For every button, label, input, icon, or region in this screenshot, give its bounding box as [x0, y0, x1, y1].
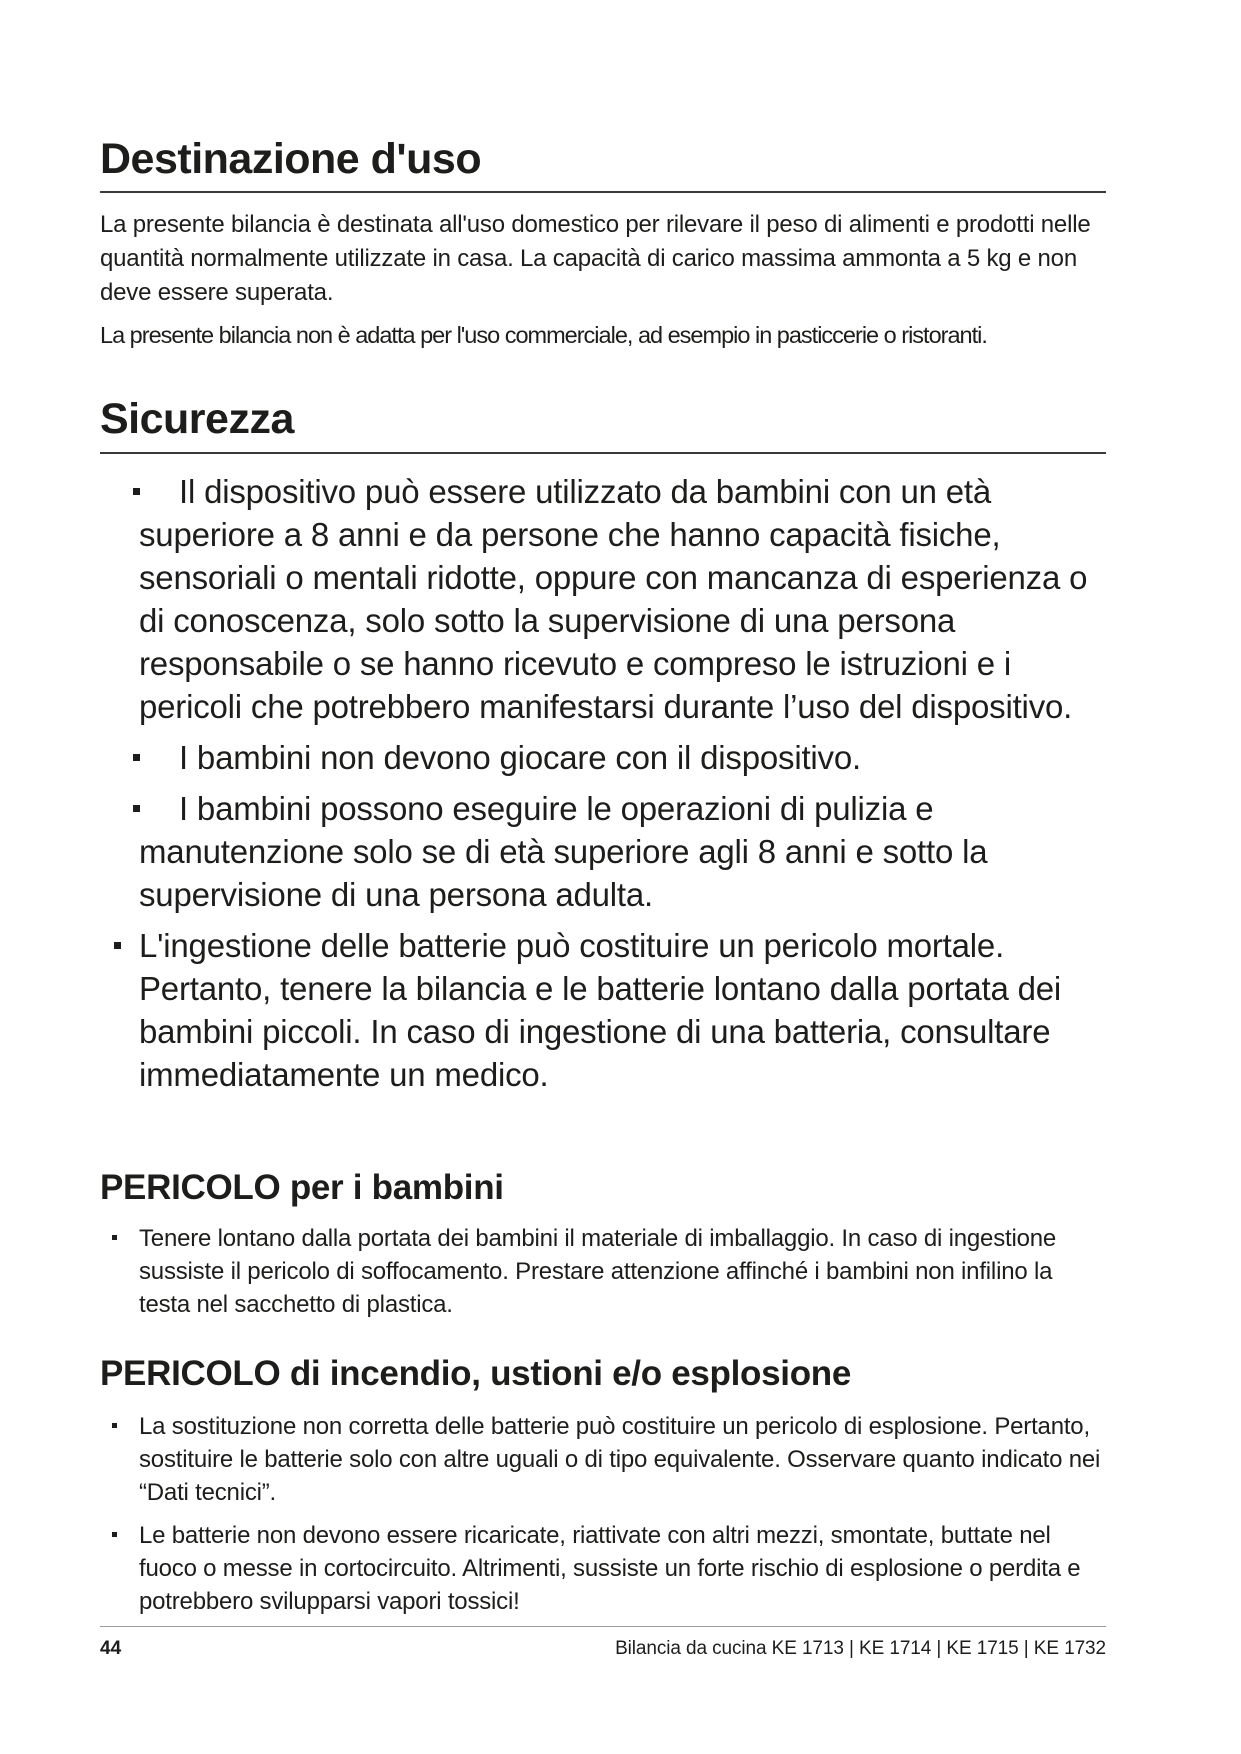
bullet-icon: [112, 1423, 117, 1428]
list-item: [100, 470, 1106, 728]
footer-product-title: Bilancia da cucina KE 1713 | KE 1714 | KE 1715 | KE 1732: [615, 1638, 1106, 1659]
section-title-intended-use: Destinazione d'uso: [100, 135, 482, 183]
bullet-icon: [133, 754, 140, 761]
list-item: [100, 1410, 1106, 1509]
intended-use-paragraph: La presente bilancia è destinata all'uso domestico per rilevare il peso di alimenti e prodotti nelle quantità normalmente utilizzate in casa. La capacità di carico massima ammonta a 5 kg e non deve essere superata.: [100, 211, 1091, 306]
danger-fire-item-text: La sostituzione non corretta delle batterie può costituire un pericolo di esplosione. Pertanto, sostituire le batterie solo con altre uguali o di tipo equivalente. Osservare quanto indicato nei “Dati tecnici”.: [139, 1413, 1101, 1506]
danger-fire-item-text: Le batterie non devono essere ricaricate, riattivate con altri mezzi, smontate, buttate nel fuoco o messe in cortocircuito. Altrimenti, sussiste un forte rischio di esplosione o perdita e potrebbero svilupparsi vapori tossici!: [139, 1522, 1081, 1615]
page-number: 44: [100, 1638, 122, 1659]
list-item: [100, 787, 1106, 916]
list-item: [100, 1222, 1106, 1321]
safety-item-text: L'ingestione delle batterie può costituire un pericolo mortale. Pertanto, tenere la bilancia e le batterie lontano dalla portata dei bambini piccoli. In caso di ingestione di una batteria, consultare immediatamente un medico.: [139, 927, 1062, 1093]
section-title-safety: Sicurezza: [100, 395, 294, 443]
safety-item-text: Il dispositivo può essere utilizzato da bambini con un età superiore a 8 anni e da persone che hanno capacità fisiche, sensoriali o mentali ridotte, oppure con mancanza di esperienza o di conoscenza, solo sotto la supervisione di una persona responsabile o se hanno ricevuto e compreso le istruzioni e i pericoli che potrebbero manifestarsi durante l’uso del dispositivo.: [139, 473, 1088, 725]
bullet-icon: [133, 488, 140, 495]
danger-fire-list: [100, 1410, 1106, 1618]
safety-item-text: I bambini possono eseguire le operazioni di pulizia e manutenzione solo se di età superiore agli 8 anni e sotto la supervisione di una persona adulta.: [139, 790, 988, 913]
commercial-use-paragraph: La presente bilancia non è adatta per l'uso commerciale, ad esempio in pasticcerie o ristoranti.: [100, 322, 987, 348]
safety-item-text: I bambini non devono giocare con il dispositivo.: [179, 739, 861, 776]
danger-fire-title: PERICOLO di incendio, ustioni e/o esplosione: [100, 1354, 852, 1393]
section-divider: [100, 452, 1106, 454]
bullet-icon: [112, 1532, 117, 1537]
danger-children-item-text: Tenere lontano dalla portata dei bambini il materiale di imballaggio. In caso di ingestione sussiste il pericolo di soffocamento. Prestare attenzione affinché i bambini non infilino la testa nel sacchetto di plastica.: [139, 1225, 1057, 1318]
footer-divider: [100, 1626, 1106, 1627]
list-item: [100, 1519, 1106, 1618]
danger-children-list: [100, 1222, 1106, 1321]
safety-list: [100, 470, 1106, 1096]
section-divider: [100, 191, 1106, 193]
list-item: [100, 924, 1106, 1096]
danger-children-title: PERICOLO per i bambini: [100, 1168, 504, 1207]
bullet-icon: [133, 805, 140, 812]
bullet-icon: [112, 1235, 117, 1240]
manual-page: [100, 0, 1106, 1754]
bullet-icon: [114, 942, 121, 949]
list-item: [100, 736, 1106, 779]
